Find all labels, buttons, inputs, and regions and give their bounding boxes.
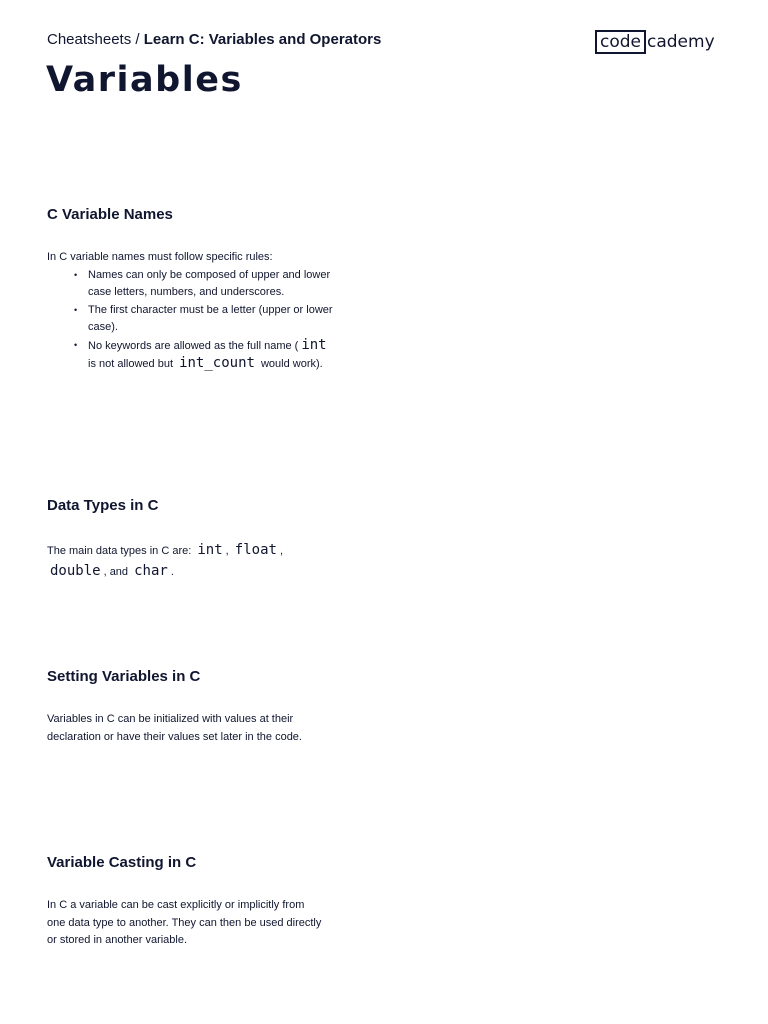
breadcrumb [47, 31, 381, 48]
section-heading: Setting Variables in C [47, 668, 201, 685]
section-intro: In C variable names must follow specific rules: [47, 251, 273, 263]
page-title: Variables [46, 60, 243, 100]
list-item: • Names can only be composed of upper and lower case letters, numbers, and underscores. [88, 267, 333, 302]
codecademy-logo[interactable] [595, 29, 715, 54]
list-item-text: is not allowed but [88, 358, 177, 370]
inline-code: int [197, 542, 223, 558]
inline-code: int_count [179, 355, 255, 371]
section-variable-names [47, 206, 337, 374]
section-setting-variables [47, 668, 337, 746]
section-text [47, 540, 317, 582]
inline-code: double [50, 563, 101, 579]
section-heading: Variable Casting in C [47, 854, 197, 871]
section-heading: C Variable Names [47, 206, 173, 223]
logo-text: cademy [647, 31, 715, 52]
breadcrumb-separator: / [131, 31, 144, 48]
inline-code: char [134, 563, 168, 579]
list-item: • The first character must be a letter (upper or lower case). [88, 302, 333, 337]
text-span: , [279, 545, 283, 557]
list-item-text: No keywords are allowed as the full name ( [88, 339, 299, 352]
breadcrumb-current[interactable]: Learn C: Variables and Operators [143, 31, 382, 48]
list-item-text: would work). [257, 358, 323, 370]
text-span: , and [103, 566, 132, 578]
text-span: The main data types in C are: [47, 545, 195, 557]
logo-boxed-text: code [595, 30, 646, 54]
breadcrumb-link-cheatsheets[interactable]: Cheatsheets [47, 31, 132, 48]
section-data-types [47, 497, 337, 582]
list-item [88, 337, 333, 374]
text-span: . [170, 566, 174, 578]
section-variable-casting [47, 854, 337, 950]
inline-code: float [234, 542, 277, 558]
rules-list [47, 267, 333, 374]
text-span: , [225, 545, 232, 557]
section-text: In C a variable can be cast explicitly or implicitly from one data type to another. They can then be used directly or stored in another variable. [47, 899, 322, 946]
inline-code: int [301, 336, 327, 353]
section-text: Variables in C can be initialized with values at their declaration or have their values set later in the code. [47, 713, 302, 743]
section-heading: Data Types in C [47, 497, 159, 514]
